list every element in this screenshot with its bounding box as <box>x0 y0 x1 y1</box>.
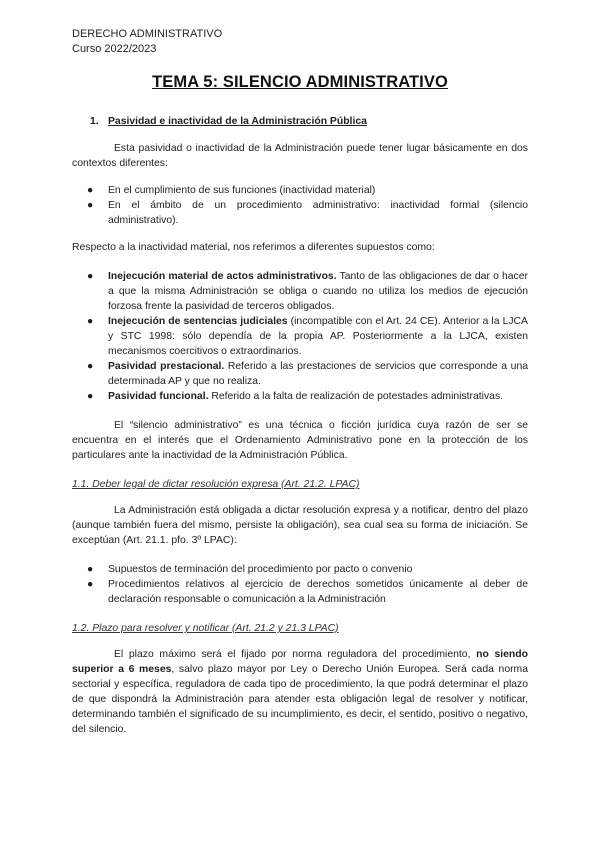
bullet-icon: ● <box>87 185 94 196</box>
silencio-paragraph: El “silencio administrativo” es una técnica o ficción jurídica cuya razón de ser se encuentra en el interés que el Ordenamiento Administrativo pone en la protección de los particulares ante la inactividad de la Administración Pública. <box>72 420 528 461</box>
bullet-icon: ● <box>87 316 94 327</box>
contexts-list <box>72 183 528 228</box>
section-1-heading <box>90 114 528 129</box>
bullet-icon: ● <box>87 361 94 372</box>
page-title: TEMA 5: SILENCIO ADMINISTRATIVO <box>152 73 448 91</box>
supuesto-text: Referido a las prestaciones de servicios que corresponde a una determinada AP y que no realiza. <box>108 361 528 387</box>
supuesto-text: (incompatible con el Art. 24 CE). Anterior a la LJCA y STC 1998: sólo dependía de la propia AP. Posteriormente a la LJCA, existen mecanismos coercitivos o extraordinarios. <box>108 316 528 357</box>
list-item <box>72 359 528 389</box>
plazo-paragraph: El plazo máximo será el fijado por norma reguladora del procedimiento, no siendo superior a 6 meses, salvo plazo mayor por Ley o Derecho Unión Europea. Será cada norma sectorial y específica, reguladora de cada tipo de procedimiento, la que podrá determinar el plazo de que dispondrá la Administración para atender esta obligación legal de resolver y notificar, determinando también el significado de su incumplimiento, es decir, el sentido, positivo o negativo, del silencio. <box>72 649 528 735</box>
section-1-number: 1. <box>90 116 99 127</box>
list-item: ● En el cumplimiento de sus funciones (inactividad material) <box>87 185 376 196</box>
bullet-icon: ● <box>87 391 94 402</box>
intro-paragraph: Esta pasividad o inactividad de la Administración puede tener lugar básicamente en dos contextos diferentes: <box>72 143 528 169</box>
list-item: ● Procedimientos relativos al ejercicio de derechos sometidos únicamente al deber de declaración responsable o comunicación a la Administración <box>87 579 528 605</box>
bullet-icon: ● <box>87 271 94 282</box>
deber-paragraph: La Administración está obligada a dictar resolución expresa y a notificar, dentro del plazo (aunque también fuera del mismo, persiste la obligación), sea cual sea su forma de iniciación. Se exceptúan (Art. 21.1. pfo. 3º LPAC): <box>72 505 528 546</box>
supuesto-term: Pasividad prestacional. <box>108 361 225 372</box>
list-item: ● Supuestos de terminación del procedimiento por pacto o convenio <box>87 564 413 575</box>
document-page <box>72 27 528 737</box>
exceptions-list <box>72 562 528 607</box>
bullet-icon: ● <box>87 564 94 575</box>
subsection-1-2-heading: 1.2. Plazo para resolver y notificar (Art. 21.2 y 21.3 LPAC) <box>72 623 339 634</box>
bullet-icon: ● <box>87 200 94 211</box>
bullet-icon: ● <box>87 579 94 590</box>
subsection-1-1-heading: 1.1. Deber legal de dictar resolución expresa (Art. 21.2. LPAC) <box>72 479 360 490</box>
supuesto-text: Referido a la falta de realización de potestades administrativas. <box>208 391 504 402</box>
material-intro: Respecto a la inactividad material, nos referimos a diferentes supuestos como: <box>72 242 435 253</box>
supuesto-term: Inejecución de sentencias judiciales <box>108 316 288 327</box>
section-1-title: Pasividad e inactividad de la Administración Pública <box>108 116 367 127</box>
course-name: DERECHO ADMINISTRATIVO <box>72 28 223 40</box>
plazo-max-emphasis: no siendo superior a 6 meses <box>72 649 528 675</box>
list-item <box>72 389 528 404</box>
supuesto-text: Tanto de las obligaciones de dar o hacer a que la misma Administración se obliga o cuando no utiliza los medios de ejecución forzosa frente la pasividad de terceros obligados. <box>108 271 528 312</box>
list-item: ● En el ámbito de un procedimiento administrativo: inactividad formal (silencio administrativo). <box>87 200 528 226</box>
supuestos-list <box>72 269 528 404</box>
list-item <box>72 269 528 314</box>
course-year: Curso 2022/2023 <box>72 43 157 55</box>
supuesto-term: Pasividad funcional. <box>108 391 209 402</box>
list-item <box>72 314 528 359</box>
supuesto-term: Inejecución material de actos administrativos. <box>108 271 337 282</box>
